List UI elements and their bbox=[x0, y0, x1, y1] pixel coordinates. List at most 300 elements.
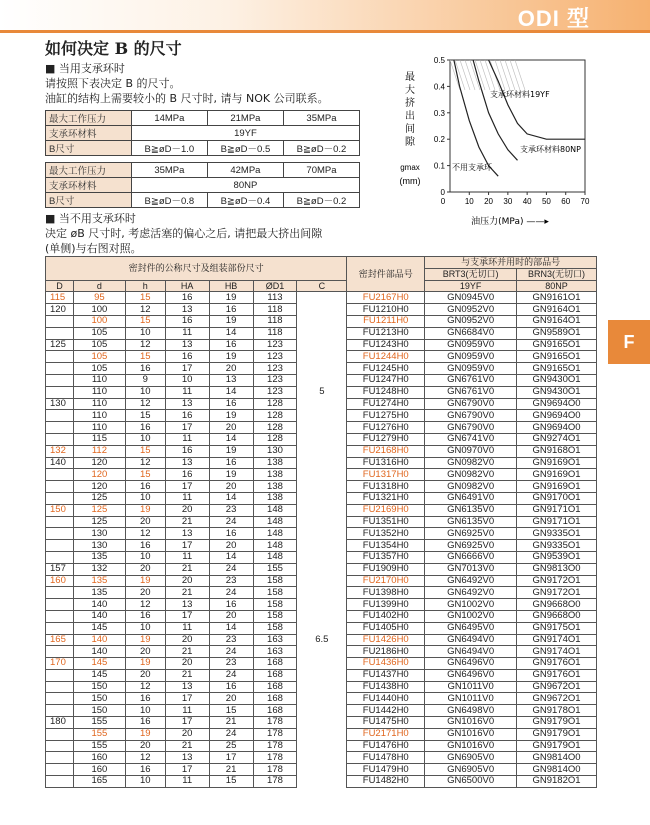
table-cell bbox=[46, 410, 74, 422]
table-row bbox=[46, 398, 597, 410]
table-cell: GN9172O1 bbox=[517, 587, 597, 599]
instruction-line-3: 决定 øB 尺寸时, 考虑活塞的偏心之后, 请把最大挤出间隙 bbox=[45, 227, 323, 240]
table-cell: 14 bbox=[209, 622, 253, 634]
b-size-row bbox=[46, 193, 360, 208]
table-cell: 135 bbox=[73, 551, 125, 563]
table-cell: 158 bbox=[253, 599, 297, 611]
table-cell: FU1479H0 bbox=[347, 764, 425, 776]
y-axis-label-char: 间 bbox=[405, 124, 415, 135]
table-cell: GN9176O1 bbox=[517, 669, 597, 681]
y-tick-label: 0 bbox=[440, 188, 445, 197]
table-cell: 95 bbox=[73, 292, 125, 304]
table-cell: 130 bbox=[73, 540, 125, 552]
table-cell: 148 bbox=[253, 528, 297, 540]
extrusion-gap-chart-svg bbox=[370, 52, 595, 232]
table-cell: 148 bbox=[253, 551, 297, 563]
table-cell: 135 bbox=[73, 575, 125, 587]
b-size-row bbox=[46, 111, 360, 126]
table-cell: 16 bbox=[125, 717, 165, 729]
table-cell: 20 bbox=[209, 540, 253, 552]
table-cell: GN9170O1 bbox=[517, 492, 597, 504]
table-cell: 100 bbox=[73, 315, 125, 327]
x-tick-label: 30 bbox=[503, 197, 513, 206]
table-cell bbox=[46, 363, 74, 375]
table-cell: 125 bbox=[73, 504, 125, 516]
table-cell bbox=[46, 433, 74, 445]
table-cell: GN9335O1 bbox=[517, 540, 597, 552]
table-cell: 12 bbox=[125, 681, 165, 693]
table-cell bbox=[46, 646, 74, 658]
table-cell: GN9169O1 bbox=[517, 481, 597, 493]
table-cell: 168 bbox=[253, 658, 297, 670]
table-cell bbox=[297, 752, 347, 764]
table-cell: 12 bbox=[125, 599, 165, 611]
table-cell: GN0959V0 bbox=[425, 363, 517, 375]
table-cell: 15 bbox=[125, 315, 165, 327]
y-tick-label: 0.4 bbox=[433, 82, 445, 92]
table-cell: 178 bbox=[253, 740, 297, 752]
table-cell bbox=[46, 540, 74, 552]
table-cell: GN6684V0 bbox=[425, 327, 517, 339]
table-cell bbox=[46, 752, 74, 764]
table-cell: 110 bbox=[73, 410, 125, 422]
table-row bbox=[46, 528, 597, 540]
cell-value: B≧øD－0.2 bbox=[283, 193, 359, 208]
table-cell: 138 bbox=[253, 492, 297, 504]
table-cell: 155 bbox=[73, 717, 125, 729]
table-cell: 163 bbox=[253, 634, 297, 646]
y-axis-symbol: gmax bbox=[400, 163, 420, 172]
table-row bbox=[46, 315, 597, 327]
table-cell bbox=[297, 587, 347, 599]
table-cell: FU1478H0 bbox=[347, 752, 425, 764]
table-cell: GN6494V0 bbox=[425, 634, 517, 646]
table-cell: 16 bbox=[209, 528, 253, 540]
table-row bbox=[46, 634, 597, 646]
table-cell: GN9672O1 bbox=[517, 681, 597, 693]
table-cell: GN6491V0 bbox=[425, 492, 517, 504]
table-cell: 163 bbox=[253, 646, 297, 658]
table-cell: GN6496V0 bbox=[425, 658, 517, 670]
table-cell bbox=[297, 610, 347, 622]
col-header: ØD1 bbox=[253, 280, 297, 292]
table-cell: 12 bbox=[125, 457, 165, 469]
header-group-dimensions: 密封件的公称尺寸及组装部份尺寸 bbox=[46, 257, 347, 281]
table-cell: 10 bbox=[125, 776, 165, 788]
table-row bbox=[46, 669, 597, 681]
x-tick-label: 60 bbox=[561, 197, 571, 206]
header-material-80np: 80NP bbox=[517, 280, 597, 292]
y-axis-label-char: 大 bbox=[405, 85, 415, 96]
table-cell bbox=[297, 292, 347, 304]
cell-value: B≧øD－0.2 bbox=[283, 141, 359, 156]
table-cell bbox=[46, 351, 74, 363]
table-cell: 21 bbox=[165, 646, 209, 658]
table-cell bbox=[297, 445, 347, 457]
row-label: B尺寸 bbox=[46, 193, 132, 208]
table-cell: 113 bbox=[253, 292, 297, 304]
section-tab[interactable]: F bbox=[608, 320, 650, 364]
table-cell: 21 bbox=[209, 717, 253, 729]
table-cell: FU1274H0 bbox=[347, 398, 425, 410]
table-cell: 24 bbox=[209, 728, 253, 740]
table-cell: FU2186H0 bbox=[347, 646, 425, 658]
table-cell: 20 bbox=[165, 658, 209, 670]
x-tick-label: 50 bbox=[541, 197, 551, 206]
table-cell: 16 bbox=[165, 292, 209, 304]
table-cell: GN9179O1 bbox=[517, 740, 597, 752]
table-cell: GN9174O1 bbox=[517, 646, 597, 658]
y-axis-label-char: 隙 bbox=[405, 137, 415, 148]
table-row bbox=[46, 363, 597, 375]
table-cell: 12 bbox=[125, 304, 165, 316]
table-cell: 145 bbox=[73, 622, 125, 634]
table-cell: 16 bbox=[125, 764, 165, 776]
table-cell: FU1317H0 bbox=[347, 469, 425, 481]
table-cell: 5 bbox=[297, 386, 347, 398]
table-cell: GN6495V0 bbox=[425, 622, 517, 634]
b-size-row bbox=[46, 178, 360, 193]
table-cell: FU2167H0 bbox=[347, 292, 425, 304]
table-cell: 14 bbox=[209, 386, 253, 398]
table-cell: 24 bbox=[209, 516, 253, 528]
table-cell: 17 bbox=[165, 363, 209, 375]
table-cell bbox=[297, 504, 347, 516]
table-cell: 21 bbox=[165, 563, 209, 575]
table-cell: GN6790V0 bbox=[425, 398, 517, 410]
table-cell: GN0959V0 bbox=[425, 351, 517, 363]
table-cell: 17 bbox=[165, 764, 209, 776]
table-cell: GN9814O0 bbox=[517, 752, 597, 764]
table-cell bbox=[297, 669, 347, 681]
table-cell: 178 bbox=[253, 776, 297, 788]
table-cell: 24 bbox=[209, 646, 253, 658]
table-cell: 115 bbox=[73, 433, 125, 445]
table-cell: 112 bbox=[73, 445, 125, 457]
table-cell: GN9171O1 bbox=[517, 516, 597, 528]
row-label: 支承环材料 bbox=[46, 126, 132, 141]
table-cell: 13 bbox=[165, 339, 209, 351]
table-cell: 160 bbox=[46, 575, 74, 587]
table-cell: 13 bbox=[165, 752, 209, 764]
table-row bbox=[46, 492, 597, 504]
table-cell: GN7013V0 bbox=[425, 563, 517, 575]
table-cell: 20 bbox=[125, 669, 165, 681]
table-cell bbox=[46, 528, 74, 540]
table-cell: 11 bbox=[165, 622, 209, 634]
table-cell: 10 bbox=[125, 551, 165, 563]
x-axis-label: 油压力(MPa) ——▸ bbox=[471, 217, 549, 227]
table-cell: 105 bbox=[73, 351, 125, 363]
table-cell: 9 bbox=[125, 374, 165, 386]
table-row bbox=[46, 374, 597, 386]
table-cell: 128 bbox=[253, 410, 297, 422]
table-cell: GN0959V0 bbox=[425, 339, 517, 351]
table-cell: GN9174O1 bbox=[517, 634, 597, 646]
table-cell: GN6496V0 bbox=[425, 669, 517, 681]
b-size-row bbox=[46, 126, 360, 141]
table-cell bbox=[297, 599, 347, 611]
table-cell: FU2169H0 bbox=[347, 504, 425, 516]
table-cell bbox=[297, 728, 347, 740]
table-cell: 128 bbox=[253, 398, 297, 410]
instruction-line-4: (单侧)与右图对照。 bbox=[45, 242, 142, 255]
table-cell bbox=[297, 374, 347, 386]
table-cell: 132 bbox=[73, 563, 125, 575]
table-cell: FU1279H0 bbox=[347, 433, 425, 445]
table-cell: FU1247H0 bbox=[347, 374, 425, 386]
table-cell: GN9179O1 bbox=[517, 728, 597, 740]
table-row bbox=[46, 327, 597, 339]
table-cell: 16 bbox=[125, 422, 165, 434]
table-cell: 123 bbox=[253, 339, 297, 351]
table-cell: 17 bbox=[165, 610, 209, 622]
table-cell: 115 bbox=[46, 292, 74, 304]
table-cell: FU1245H0 bbox=[347, 363, 425, 375]
row-label: 最大工作压力 bbox=[46, 163, 132, 178]
table-cell: GN9176O1 bbox=[517, 658, 597, 670]
section-heading-no-ring: ■ 当不用支承环时 bbox=[45, 212, 136, 225]
table-cell: FU1398H0 bbox=[347, 587, 425, 599]
table-cell: 110 bbox=[73, 374, 125, 386]
table-cell bbox=[297, 575, 347, 587]
table-cell: GN6790V0 bbox=[425, 410, 517, 422]
table-cell: 158 bbox=[253, 622, 297, 634]
table-cell: GN9589O1 bbox=[517, 327, 597, 339]
table-cell: 16 bbox=[165, 410, 209, 422]
table-cell: 130 bbox=[73, 528, 125, 540]
table-cell: 13 bbox=[165, 398, 209, 410]
table-cell: FU1275H0 bbox=[347, 410, 425, 422]
table-cell: 19 bbox=[125, 504, 165, 516]
table-cell: 13 bbox=[209, 374, 253, 386]
table-cell bbox=[46, 776, 74, 788]
cell-value: 35MPa bbox=[283, 111, 359, 126]
table-cell: 13 bbox=[165, 304, 209, 316]
table-cell: 19 bbox=[209, 469, 253, 481]
cell-value: 70MPa bbox=[283, 163, 359, 178]
y-tick-label: 0.1 bbox=[433, 161, 445, 171]
table-cell: GN1011V0 bbox=[425, 681, 517, 693]
table-cell: FU1426H0 bbox=[347, 634, 425, 646]
header-brn3: BRN3(无切口) bbox=[517, 268, 597, 280]
table-cell: 105 bbox=[73, 327, 125, 339]
table-cell: 20 bbox=[209, 693, 253, 705]
cell-value: 80NP bbox=[131, 178, 359, 193]
table-cell: 21 bbox=[165, 740, 209, 752]
header-material-19yf: 19YF bbox=[425, 280, 517, 292]
table-cell: 11 bbox=[165, 386, 209, 398]
table-cell: 19 bbox=[125, 634, 165, 646]
table-cell: FU1321H0 bbox=[347, 492, 425, 504]
table-cell: GN9175O1 bbox=[517, 622, 597, 634]
table-cell bbox=[297, 327, 347, 339]
table-cell bbox=[46, 327, 74, 339]
table-cell: 20 bbox=[209, 422, 253, 434]
table-cell: 11 bbox=[165, 776, 209, 788]
b-size-table-80np bbox=[45, 162, 360, 208]
table-cell: 123 bbox=[253, 374, 297, 386]
instruction-line-2: 油缸的结构上需要较小的 B 尺寸时, 请与 NOK 公司联系。 bbox=[45, 92, 329, 105]
table-cell: GN9165O1 bbox=[517, 351, 597, 363]
table-cell: GN9169O1 bbox=[517, 469, 597, 481]
table-cell: 10 bbox=[125, 705, 165, 717]
table-row bbox=[46, 575, 597, 587]
table-cell: GN0945V0 bbox=[425, 292, 517, 304]
table-cell: FU2170H0 bbox=[347, 575, 425, 587]
table-cell: 16 bbox=[165, 469, 209, 481]
table-cell: 14 bbox=[209, 433, 253, 445]
table-cell: 15 bbox=[125, 469, 165, 481]
table-row bbox=[46, 304, 597, 316]
table-cell bbox=[297, 351, 347, 363]
row-label: B尺寸 bbox=[46, 141, 132, 156]
table-cell: FU1399H0 bbox=[347, 599, 425, 611]
table-cell: FU1244H0 bbox=[347, 351, 425, 363]
y-axis-label-char: 最 bbox=[405, 72, 415, 83]
table-cell bbox=[297, 398, 347, 410]
table-cell bbox=[46, 610, 74, 622]
table-cell: 165 bbox=[46, 634, 74, 646]
table-cell bbox=[297, 551, 347, 563]
table-cell bbox=[297, 764, 347, 776]
table-row bbox=[46, 551, 597, 563]
col-header: C bbox=[297, 280, 347, 292]
table-cell: GN1011V0 bbox=[425, 693, 517, 705]
top-banner bbox=[0, 0, 650, 33]
table-cell: 157 bbox=[46, 563, 74, 575]
table-cell: 10 bbox=[125, 327, 165, 339]
table-cell: GN6666V0 bbox=[425, 551, 517, 563]
table-cell: 15 bbox=[209, 776, 253, 788]
table-cell: 168 bbox=[253, 693, 297, 705]
table-cell bbox=[46, 386, 74, 398]
table-cell: 24 bbox=[209, 587, 253, 599]
table-cell: 23 bbox=[209, 504, 253, 516]
table-cell: 13 bbox=[165, 528, 209, 540]
x-tick-label: 40 bbox=[522, 197, 532, 206]
table-cell bbox=[297, 658, 347, 670]
table-cell: GN9274O1 bbox=[517, 433, 597, 445]
table-cell bbox=[297, 681, 347, 693]
table-row bbox=[46, 587, 597, 599]
table-cell: GN1016V0 bbox=[425, 717, 517, 729]
col-header: HA bbox=[165, 280, 209, 292]
table-cell: 158 bbox=[253, 575, 297, 587]
table-cell: 6.5 bbox=[297, 634, 347, 646]
table-cell bbox=[46, 681, 74, 693]
table-cell bbox=[46, 705, 74, 717]
table-cell: 11 bbox=[165, 327, 209, 339]
table-cell: 105 bbox=[73, 339, 125, 351]
table-cell: 118 bbox=[253, 304, 297, 316]
table-cell: 118 bbox=[253, 315, 297, 327]
table-row bbox=[46, 599, 597, 611]
table-cell: GN9335O1 bbox=[517, 528, 597, 540]
table-cell: FU1476H0 bbox=[347, 740, 425, 752]
table-cell: 16 bbox=[165, 315, 209, 327]
table-cell: 24 bbox=[209, 669, 253, 681]
table-cell: FU1354H0 bbox=[347, 540, 425, 552]
table-cell: 20 bbox=[209, 363, 253, 375]
annotation-19yf: 支承环材料19YF bbox=[490, 90, 550, 99]
table-cell: 155 bbox=[253, 563, 297, 575]
table-cell: 110 bbox=[73, 398, 125, 410]
table-cell: 17 bbox=[165, 717, 209, 729]
table-cell: FU1442H0 bbox=[347, 705, 425, 717]
y-axis-label-char: 挤 bbox=[405, 98, 415, 109]
table-cell bbox=[46, 599, 74, 611]
header-seal-part-no: 密封件部品号 bbox=[347, 257, 425, 292]
table-cell bbox=[46, 374, 74, 386]
table-cell: GN9430O1 bbox=[517, 386, 597, 398]
table-cell: GN6500V0 bbox=[425, 776, 517, 788]
table-cell bbox=[46, 492, 74, 504]
table-cell bbox=[297, 516, 347, 528]
table-row bbox=[46, 658, 597, 670]
table-row bbox=[46, 410, 597, 422]
table-cell: 20 bbox=[165, 728, 209, 740]
table-cell: 155 bbox=[73, 740, 125, 752]
table-row bbox=[46, 422, 597, 434]
table-cell bbox=[46, 422, 74, 434]
table-cell: GN9539O1 bbox=[517, 551, 597, 563]
table-row bbox=[46, 693, 597, 705]
table-row bbox=[46, 610, 597, 622]
table-cell: 168 bbox=[253, 669, 297, 681]
header-with-ring: 与支承环并用时的部品号 bbox=[425, 257, 597, 269]
table-cell: GN9694O0 bbox=[517, 398, 597, 410]
table-cell: GN9178O1 bbox=[517, 705, 597, 717]
table-cell: 21 bbox=[165, 516, 209, 528]
table-cell bbox=[297, 363, 347, 375]
cell-value: B≧øD－0.5 bbox=[207, 141, 283, 156]
table-cell: 10 bbox=[125, 433, 165, 445]
table-cell: GN9668O0 bbox=[517, 599, 597, 611]
table-cell: GN9430O1 bbox=[517, 374, 597, 386]
y-tick-label: 0.5 bbox=[433, 56, 445, 65]
table-cell: 12 bbox=[125, 339, 165, 351]
table-cell: 110 bbox=[73, 422, 125, 434]
table-cell: 123 bbox=[253, 351, 297, 363]
table-cell bbox=[297, 540, 347, 552]
table-cell: GN9165O1 bbox=[517, 363, 597, 375]
table-cell: 160 bbox=[73, 752, 125, 764]
table-cell: 17 bbox=[165, 540, 209, 552]
table-cell: GN6790V0 bbox=[425, 422, 517, 434]
table-cell: 15 bbox=[125, 292, 165, 304]
row-label: 支承环材料 bbox=[46, 178, 132, 193]
table-cell: 138 bbox=[253, 469, 297, 481]
table-cell: 170 bbox=[46, 658, 74, 670]
table-cell: 16 bbox=[125, 693, 165, 705]
table-row bbox=[46, 622, 597, 634]
table-cell: 20 bbox=[165, 575, 209, 587]
table-cell: FU1352H0 bbox=[347, 528, 425, 540]
table-cell: FU1440H0 bbox=[347, 693, 425, 705]
table-cell: 19 bbox=[125, 575, 165, 587]
x-tick-label: 10 bbox=[464, 197, 474, 206]
table-cell bbox=[297, 705, 347, 717]
table-cell: 16 bbox=[125, 481, 165, 493]
row-label: 最大工作压力 bbox=[46, 111, 132, 126]
table-cell: 20 bbox=[209, 481, 253, 493]
table-cell: 125 bbox=[73, 492, 125, 504]
table-cell: 168 bbox=[253, 705, 297, 717]
table-cell bbox=[297, 528, 347, 540]
table-cell: 128 bbox=[253, 433, 297, 445]
table-cell: 11 bbox=[165, 705, 209, 717]
